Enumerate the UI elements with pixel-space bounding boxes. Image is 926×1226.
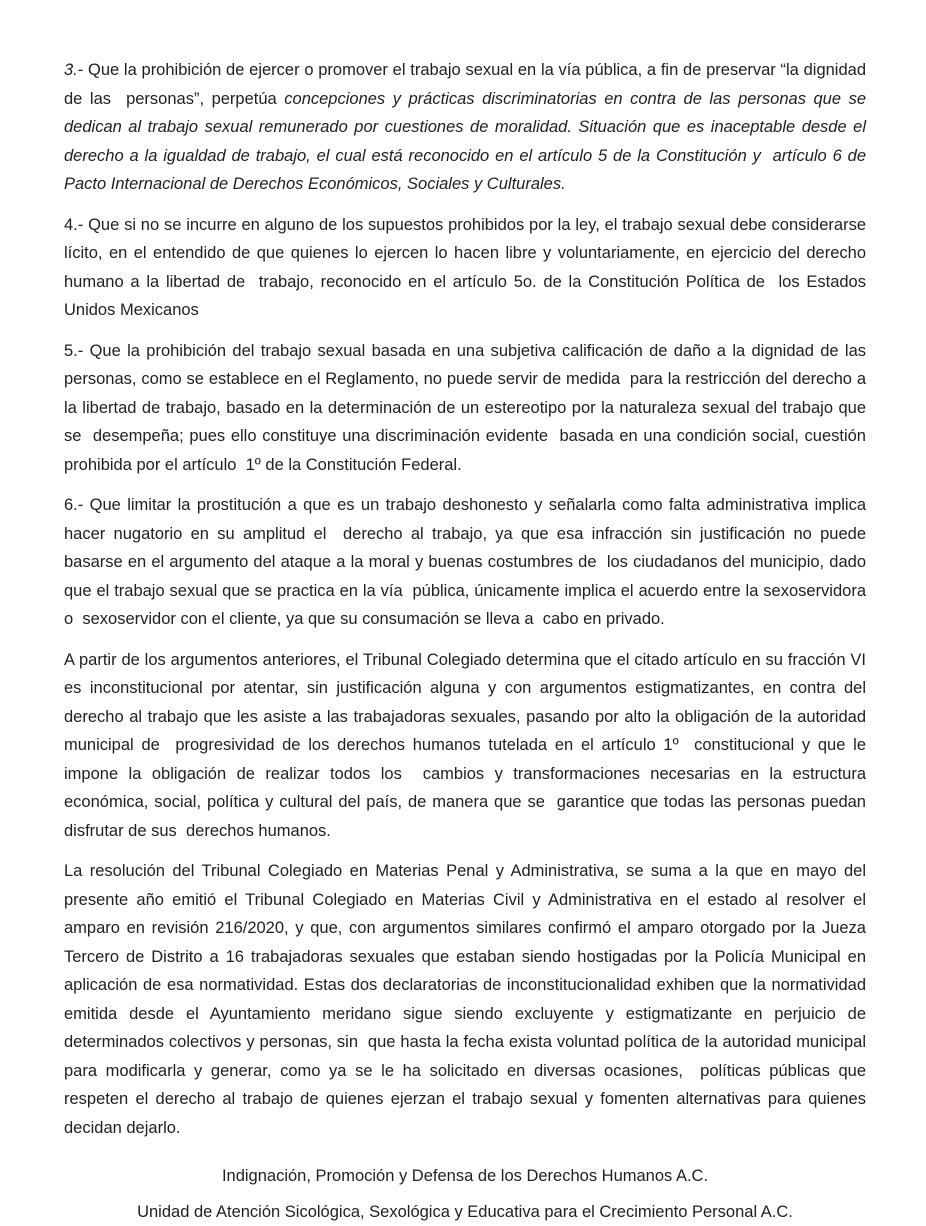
paragraph <box>64 337 866 480</box>
text-segment: La resolución del Tribunal Colegiado en Materias Penal y Administrativa, se suma a la que en mayo del presente año emitió el Tribunal Colegiado en Materias Civil y Administrativa en el estado al resolver el amparo en revisión 216/2020, y que, con argumentos similares confirmó el amparo otorgado por la Jueza Tercero de Distrito a 16 trabajadoras sexuales que estaban siendo hostigadas por la Policía Municipal en aplicación de esa normatividad. Estas dos declaratorias de inconstitucionalidad exhiben que la normatividad emitida desde el Ayuntamiento meridano sigue siendo excluyente y estigmatizante en perjuicio de determinados colectivos y personas, sin que hasta la fecha exista voluntad política de la autoridad municipal para modificarla y generar, como ya se le ha solicitado en diversas ocasiones, políticas públicas que respeten el derecho al trabajo de quienes ejerzan el trabajo sexual y fomenten alternativas para quienes decidan dejarlo. <box>64 862 871 1137</box>
signature-block <box>64 1162 866 1226</box>
text-segment: 6.- Que limitar la prostitución a que es un trabajo deshonesto y señalarla como falta administrativa implica hacer nugatorio en su amplitud el derecho al trabajo, ya que esa infracción sin justificación no puede basarse en el argumento del ataque a la moral y buenas costumbres de los ciudadanos del municipio, dado que el trabajo sexual que se practica en la vía pública, únicamente implica el acuerdo entre la sexoservidora o sexoservidor con el cliente, ya que su consumación se lleva a cabo en privado. <box>64 496 871 628</box>
paragraph <box>64 857 866 1142</box>
text-segment: A partir de los argumentos anteriores, el Tribunal Colegiado determina que el citado artículo en su fracción VI es inconstitucional por atentar, sin justificación alguna y con argumentos estigmatizantes, en contra del derecho al trabajo que les asiste a las trabajadoras sexuales, pasando por alto la obligación de la autoridad municipal de progresividad de los derechos humanos tutelada en el artículo 1º constitucional y que le impone la obligación de realizar todos los cambios y transformaciones necesarias en la estructura económica, social, política y cultural del país, de manera que se garantice que todas las personas puedan disfrutar de sus derechos humanos. <box>64 651 875 840</box>
text-segment: 5.- Que la prohibición del trabajo sexual basada en una subjetiva calificación de daño a la dignidad de las personas, como se establece en el Reglamento, no puede servir de medida para la restricción del derecho a la libertad de trabajo, basado en la determinación de un estereotipo por la naturaleza sexual del trabajo que se desempeña; pues ello constituye una discriminación evidente basada en una condición social, cuestión prohibida por el artículo 1º de la Constitución Federal. <box>64 342 871 474</box>
signature-line: Indignación, Promoción y Defensa de los Derechos Humanos A.C. <box>64 1162 866 1191</box>
paragraph <box>64 491 866 634</box>
signature-line: Unidad de Atención Sicológica, Sexológica y Educativa para el Crecimiento Personal A.C. <box>64 1198 866 1226</box>
italic-text-segment: 3. <box>64 61 78 79</box>
paragraph <box>64 211 866 325</box>
text-segment: - Que la prohibición de ejercer o promover el trabajo sexual en la vía pública, a fin de preservar “la dignidad de las personas”, perpetúa <box>64 61 871 108</box>
paragraph <box>64 56 866 199</box>
text-segment: 4.- Que si no se incurre en alguno de los supuestos prohibidos por la ley, el trabajo sexual debe considerarse lícito, en el entendido de que quienes lo ejercen lo hacen libre y voluntariamente, en ejercicio del derecho humano a la libertad de trabajo, reconocido en el artículo 5o. de la Constitución Política de los Estados Unidos Mexicanos <box>64 216 871 320</box>
italic-text-segment: concepciones y prácticas discriminatorias en contra de las personas que se dedican al trabajo sexual remunerado por cuestiones de moralidad. Situación que es inaceptable desde el derecho a la igualdad de trabajo, el cual está reconocido en el artículo 5 de la Constitución y artículo 6 de Pacto Internacional de Derechos Económicos, Sociales y Culturales. <box>64 90 871 194</box>
paragraph-list <box>64 56 866 1142</box>
paragraph <box>64 646 866 846</box>
